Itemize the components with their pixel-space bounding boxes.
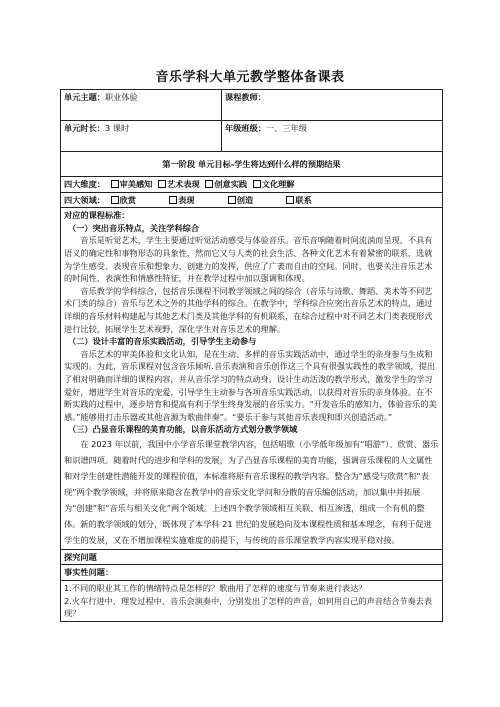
teacher-label: 课程教师： (225, 92, 266, 102)
question-item: 2.火车行进中、理发过程中、音乐会演奏中，分别发出了怎样的声音，如何用自己的声音结合节奏去表现？ (64, 595, 433, 619)
facts-label: 事实性问题： (61, 565, 443, 581)
grade-cell (222, 121, 443, 152)
dimension-item: 文化理解 (261, 179, 295, 189)
duration-label: 单元时长： (64, 123, 105, 133)
fields-label: 四大领域： (64, 194, 105, 205)
field-checkbox[interactable] (228, 196, 236, 204)
standards-label: 对应的课程标准： (64, 210, 130, 221)
field-item: 表现 (178, 194, 195, 205)
dimension-item: 创意实践 (214, 179, 248, 189)
field-checkbox[interactable] (111, 196, 119, 204)
standard-paragraph: 在 2023 年以前，我国中小学音乐课堂教学内容，包括唱歌（小学低年级加有“唱游”）、欣赏、器乐和识谱四项。随着时代的进步和学科的发展，为了凸显音乐课程的美育功能，强调音乐课程的人文属性和对学生创建性潜能开发的课程价值，本标准将原有音乐课程的教学内容。整合为“感受与欣赏”和“表现”两个教学领域，并将原来隐含在教学中的音乐文化学问和分散的音乐编创活动，加以集中并拓展为“创建”和“音乐与相关文化”两个领域。上述四个教学领域相互关联、相互渗透，组成一个有机的整体。新的教学领域的划分，既体现了本学科 21 世纪的发展趋向及本课程性质和基本理念，有利于促进学生的发展，又在不增加课程实施难度的前提下，与传统的音乐课堂教学内容实现平稳对接。 (64, 438, 439, 545)
duration-row (61, 121, 443, 152)
duration-cell (61, 121, 222, 152)
duration-value: 3 课时 (104, 123, 130, 133)
stage-row (61, 152, 443, 177)
standard-heading-3: （三）凸显音乐课程的美育功能，以音乐活动方式划分教学领域 (68, 424, 298, 435)
question-item: 1.不同的职业其工作的情绪特点是怎样的？歌曲用了怎样的速度与节奏来进行表达？ (64, 583, 367, 594)
grade-label: 年级班级： (225, 123, 266, 133)
teacher-cell (222, 90, 443, 121)
facts-row (61, 565, 443, 581)
field-checkbox[interactable] (286, 196, 294, 204)
dimension-checkbox[interactable] (158, 180, 166, 188)
fields-row (61, 192, 443, 208)
dimensions-cell (61, 177, 443, 193)
dimensions-row (61, 177, 443, 193)
dimension-checkbox[interactable] (205, 180, 213, 188)
standard-heading-1: （一）突出音乐特点，关注学科综合 (68, 222, 200, 233)
standards-row (61, 208, 443, 550)
field-item: 联系 (295, 194, 312, 205)
dimensions-label: 四大维度： (64, 179, 105, 189)
standard-paragraph: 音乐艺术的审美体验和文化认知，是在生动、多样的音乐实践活动中，通过学生的亲身参与生成和实现的。为此，音乐课程对包含音乐倾听.音乐表演和音乐创作这三个具有很强实践性的教学领域，提出了相对明确而详细的课程内容，并从音乐学习的特点动身，设计生动活泼的教学形式，激发学生的学习爱好，增进学生对音乐的宠爱，引导学生主动参与各项音乐实践活动，以获得对音乐的亲身体验。在不断实践的过程中，逐步培育和提高有利于学生终身发展的音乐实力。“开发音乐的感知力，体验音乐的美感。”能够用打击乐器或其他音源为歌曲伴奏”。“要乐于参与其他音乐表现和即兴创造活动。” (64, 348, 437, 422)
field-checkbox[interactable] (169, 196, 177, 204)
unit-theme-cell (61, 90, 222, 121)
lesson-plan-table (60, 89, 443, 622)
dimension-item: 艺术表现 (166, 179, 200, 189)
inquiry-label: 探究问题 (61, 549, 443, 565)
unit-theme-label: 单元主题： (64, 92, 105, 102)
field-item: 创造 (236, 194, 254, 205)
dimension-checkbox[interactable] (111, 180, 119, 188)
standard-paragraph: 音乐是听觉艺术，学生主要通过听觉活动感受与体验音乐。音乐音响随着时间流淌而呈现，不具有语义的确定性和事物形态的具象性，然而它又与人类的社会生活、各种文化艺术有着紧密的联系，选就为学生感受、表现音乐和想象力、创建力的发挥，供应了广袤而自由的空间。同时，也要关注音乐艺术的时间性、表演性和情感性特征，并在教学过程中加以强调和体现。 (64, 235, 433, 284)
standard-heading-2: （二）设计丰富的音乐实践活动，引导学生主动参与 (68, 336, 257, 347)
standards-cell (61, 208, 443, 550)
stage-title: 第一阶段 单元目标-学生将达到什么样的预期结果 (61, 152, 443, 177)
unit-theme-value: 职业体验 (104, 92, 138, 102)
grade-value: 一、三年级 (265, 123, 307, 133)
dimension-item: 审美感知 (119, 179, 153, 189)
field-item: 欣赏 (119, 194, 136, 205)
inquiry-row (61, 549, 443, 565)
page-title: 音乐学科大单元教学整体备课表 (155, 70, 345, 85)
unit-theme-row (61, 90, 443, 121)
standard-paragraph: 音乐教学的学科综合，包括音乐课程不同教学领域之间的综合（音乐与诗歌、舞蹈、美术等不同艺术门类的综合）音乐与艺术之外的其他学科的综合。在教学中，学科综合应突出音乐艺术的特点，通过详细的音乐材料构建起与其他艺术门类及其他学科的有机联系，在综合过程中对不同艺术门类表现形式进行比较，拓展学生艺术视野，深化学生对音乐艺术的理解。 (64, 285, 433, 334)
fields-cell (61, 192, 443, 208)
questions-cell (61, 581, 443, 622)
dimension-checkbox[interactable] (253, 180, 261, 188)
questions-row (61, 581, 443, 622)
